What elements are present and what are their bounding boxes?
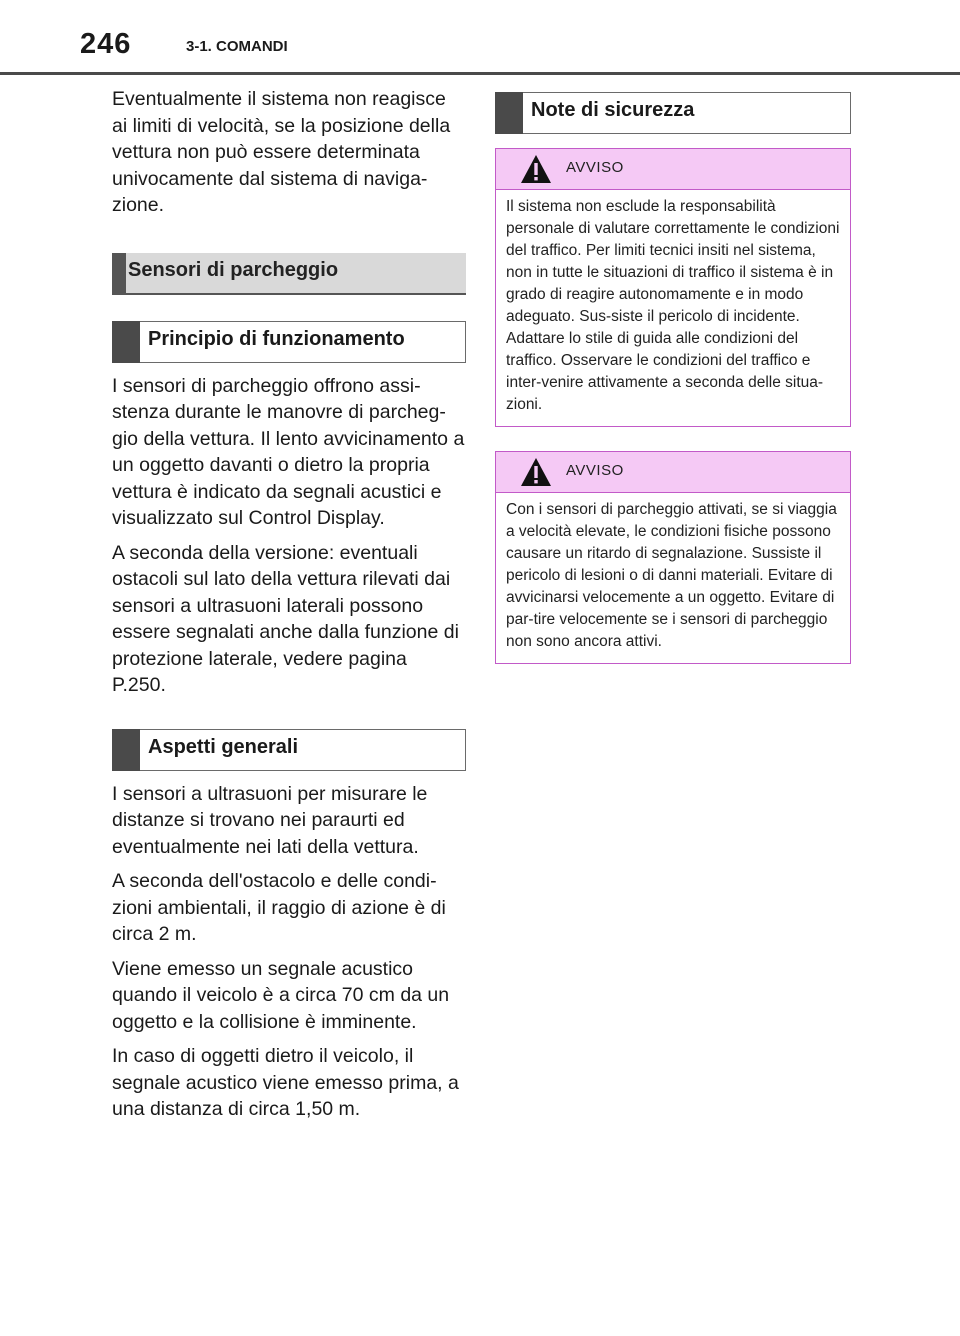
warning-header [496, 452, 850, 493]
paragraph-acoustic-signal: Viene emesso un segnale acustico quando il veicolo è a circa 70 cm da un oggetto e la collisione è imminente. [112, 957, 450, 1033]
warning-box-2 [495, 451, 851, 664]
warning-text: Il sistema non esclude la responsabilità personale di valutare correttamente le condizioni del traffico. Per limiti tecnici insiti nel sistema, non in tutte le situazioni di traffico il sistema è in grado di reagire autonomamente e in modo adeguato. Sus-siste il pericolo di incidente. Adattare lo stile di guida alle condizioni del traffico. Osservare le condizioni del traffico e inter-venire attivamente a seconda delle situa-zioni. [506, 198, 840, 413]
heading-general-aspects [112, 729, 466, 771]
right-column [495, 92, 851, 664]
paragraph-sensor-location: I sensori a ultrasuoni per misurare le distanze si trovano nei paraurti ed eventualmente nei lati della vettura. [112, 782, 428, 858]
warning-triangle-icon [520, 457, 552, 487]
warning-text: Con i sensori di parcheggio attivati, se si viaggia a velocità elevate, le condizioni fisiche possono causare un ritardo di segnalazione. Sussiste il pericolo di lesioni o di danni materiali. Evitare di avvicinarsi velocemente a un oggetto. Evitare di par-tire velocemente se i sensori di parcheggio non sono ancora attivi. [506, 501, 837, 650]
intro-paragraph: Eventualmente il sistema non reagisce ai limiti di velocità, se la posizione della vettura non può essere determinata univocamente dal sistema di naviga-zione. [112, 88, 451, 216]
header-divider [0, 72, 960, 75]
paragraph-range: A seconda dell'ostacolo e delle condi-zioni ambientali, il raggio di azione è di circa 2 m. [112, 870, 446, 945]
warning-triangle-icon [520, 154, 552, 184]
heading-operating-principle [112, 321, 466, 363]
warning-title: AVVISO [566, 462, 624, 479]
paragraph-principle: I sensori di parcheggio offrono assi-stenza durante le manovre di parcheg-gio della vettura. Il lento avvicinamento a un oggetto davanti o dietro la propria vettura è indicato da segnali acustici e visualizzato sul Control Display. [112, 374, 465, 529]
left-column [112, 86, 466, 1131]
warning-header [496, 149, 850, 190]
heading-bar [112, 253, 126, 295]
warning-title: AVVISO [566, 159, 624, 176]
paragraph-rear-objects: In caso di oggetti dietro il veicolo, il segnale acustico viene emesso prima, a una distanza di circa 1,50 m. [112, 1045, 459, 1120]
heading-bar [495, 92, 523, 134]
page-number: 246 [80, 28, 132, 60]
heading-text: Sensori di parcheggio [128, 258, 339, 281]
warning-box-1 [495, 148, 851, 427]
heading-parking-sensors [112, 253, 466, 295]
heading-bar [112, 321, 140, 363]
section-title: 3-1. COMANDI [186, 38, 288, 55]
heading-text: Note di sicurezza [531, 99, 695, 121]
heading-text: Aspetti generali [148, 735, 299, 758]
page-header [0, 0, 960, 80]
heading-safety-notes [495, 92, 851, 134]
heading-bar [112, 729, 140, 771]
paragraph-side-protection: A seconda della versione: eventuali ostacoli sul lato della vettura rilevati dai sensori a ultrasuoni laterali possono essere segnalati anche dalla funzione di protezione laterale, vedere pagina P.250. [112, 541, 459, 696]
heading-text: Principio di funzionamento [148, 327, 405, 350]
